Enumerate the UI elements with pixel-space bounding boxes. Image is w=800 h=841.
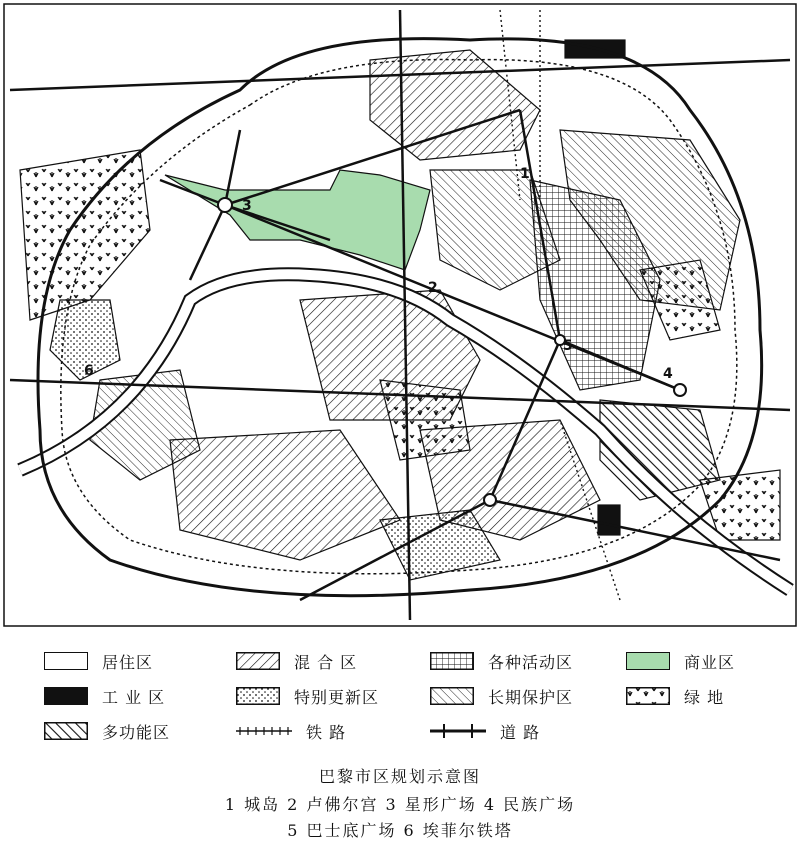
- protection-swatch: [430, 687, 474, 705]
- legend-renewal: [236, 685, 379, 707]
- marker-6: 6: [84, 363, 94, 379]
- residential-swatch: [44, 652, 88, 670]
- railway-swatch: [236, 722, 292, 740]
- marker-2: 2: [428, 280, 438, 296]
- place-south: [484, 494, 496, 506]
- road-swatch: [430, 722, 486, 740]
- industrial-swatch: [44, 687, 88, 705]
- legend-residential: [44, 650, 153, 672]
- legend-multifunction-label: 多功能区: [102, 722, 171, 742]
- activity-swatch: [430, 652, 474, 670]
- marker-1: 1: [520, 166, 530, 182]
- place-etoile: [218, 198, 232, 212]
- legend-activity: [430, 650, 573, 672]
- legend-mixed: [236, 650, 357, 672]
- map-title: 巴黎市区规划示意图: [318, 767, 481, 786]
- legend-protection: [430, 685, 573, 707]
- caption-line-2: 5 巴士底广场 6 埃菲尔铁塔: [287, 821, 513, 840]
- legend-railway: [236, 720, 346, 742]
- legend-residential-label: 居住区: [102, 652, 154, 672]
- legend-green-label: 绿 地: [684, 687, 725, 707]
- legend-commercial-label: 商业区: [684, 652, 736, 672]
- legend-renewal-label: 特别更新区: [294, 687, 380, 707]
- legend-activity-label: 各种活动区: [488, 652, 574, 672]
- legend-industrial: [44, 685, 165, 707]
- green-swatch: [626, 687, 670, 705]
- commercial-swatch: [626, 652, 670, 670]
- map-legend: [0, 632, 800, 752]
- legend-multifunction: [44, 720, 170, 742]
- legend-road: [430, 720, 540, 742]
- mixed-swatch: [236, 652, 280, 670]
- legend-protection-label: 长期保护区: [488, 687, 574, 707]
- legend-mixed-label: 混 合 区: [294, 652, 358, 672]
- marker-3: 3: [242, 198, 252, 214]
- legend-road-label: 道 路: [500, 722, 541, 742]
- legend-commercial: [626, 650, 735, 672]
- multifunction-swatch: [44, 722, 88, 740]
- legend-railway-label: 铁 路: [306, 722, 347, 742]
- caption-line-1: 1 城岛 2 卢佛尔宫 3 星形广场 4 民族广场: [224, 795, 576, 814]
- legend-green: [626, 685, 724, 707]
- legend-industrial-label: 工 业 区: [102, 687, 166, 707]
- marker-5: 5: [563, 338, 573, 354]
- marker-4: 4: [663, 366, 673, 382]
- renewal-swatch: [236, 687, 280, 705]
- place-nation: [674, 384, 686, 396]
- industrial-southeast: [598, 505, 620, 535]
